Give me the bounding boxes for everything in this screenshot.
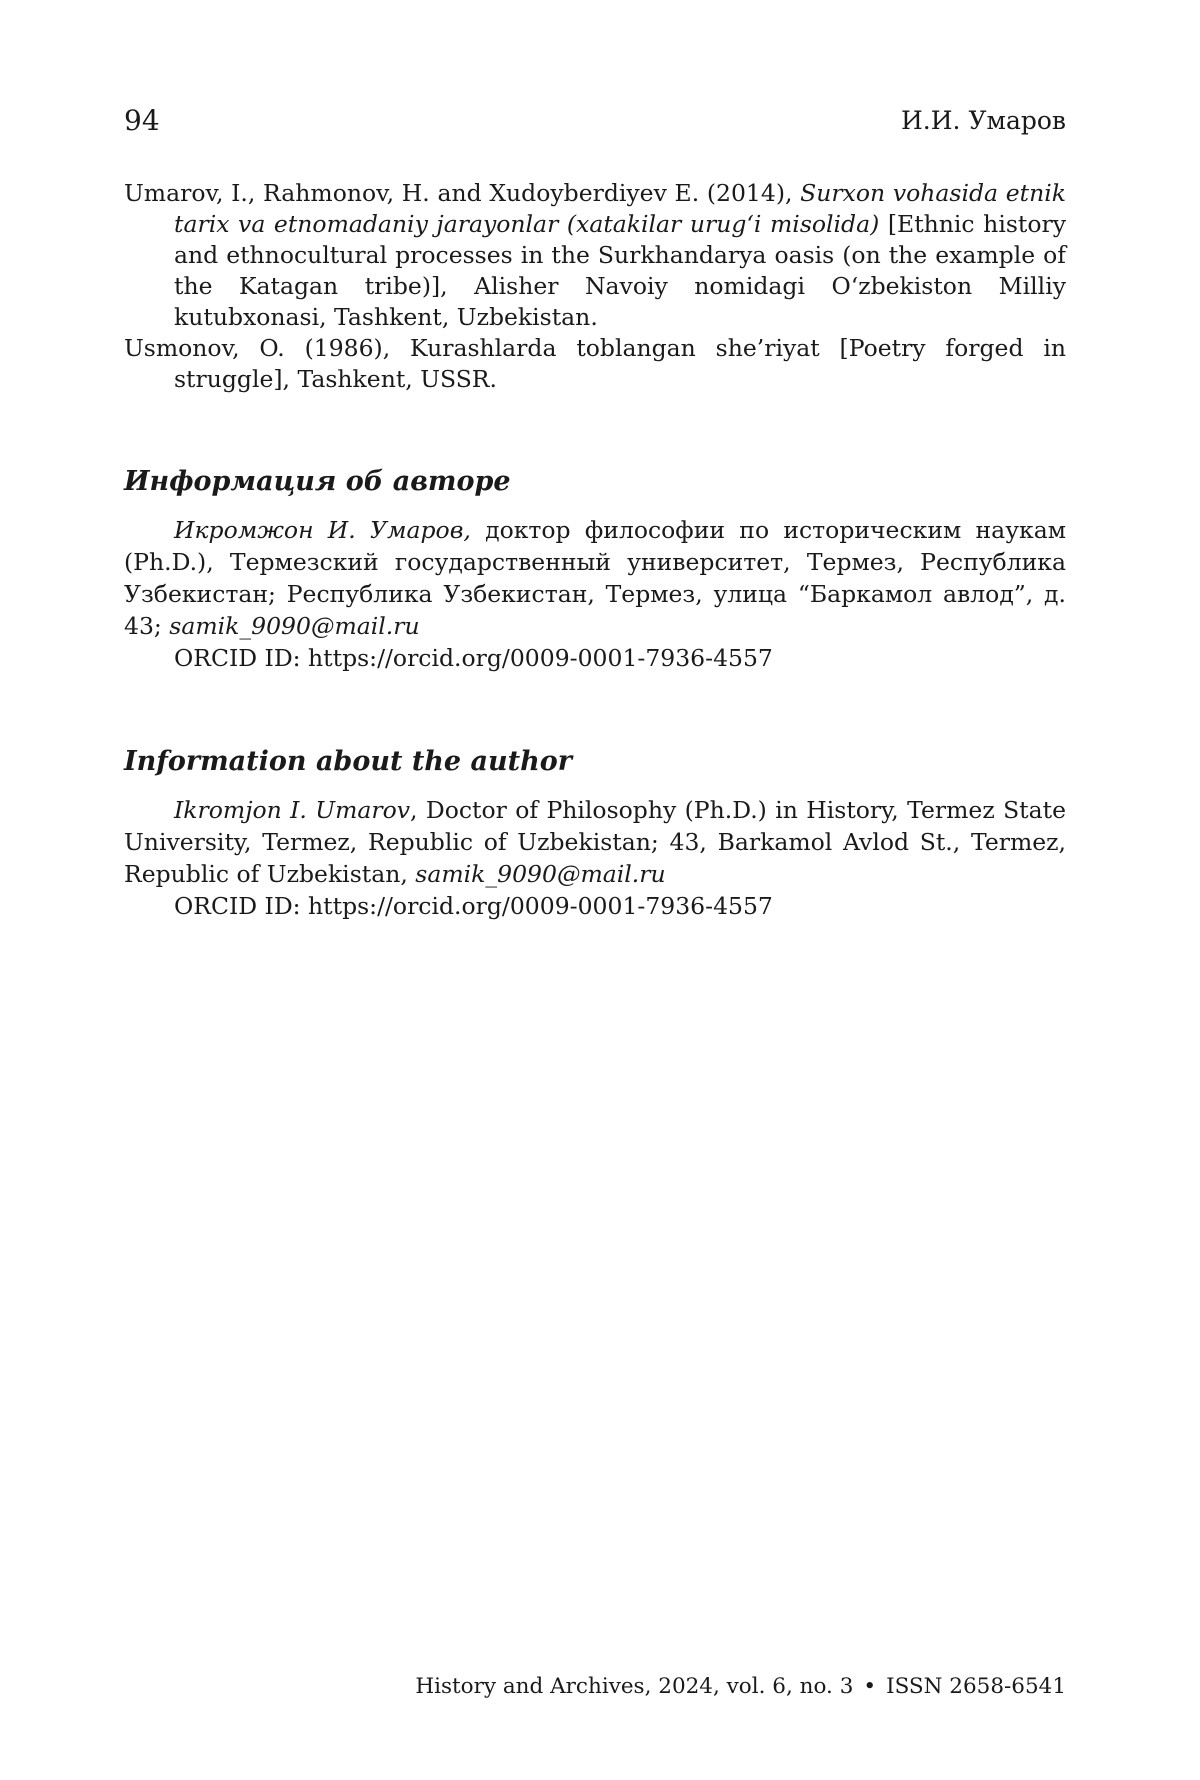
journal-citation: History and Archives, 2024, vol. 6, no. 3 — [415, 1674, 854, 1699]
author-orcid[interactable]: ORCID ID: https://orcid.org/0009-0001-7936-4557 — [174, 892, 773, 920]
page-footer — [415, 1674, 1066, 1699]
author-name: Ikromjon I. Umarov — [174, 796, 411, 824]
author-bio — [124, 794, 1066, 890]
author-email[interactable]: samik_9090@mail.ru — [415, 860, 666, 888]
author-details: , Doctor of Philosophy (Ph.D.) in History, Termez State University, Termez, Republic of Uzbekistan; 43, Barkamol Avlod St., Termez, Republic of Uzbekistan, — [124, 796, 1066, 888]
author-details: доктор философии по историческим наукам (Ph.D.), Термезский государственный университет, Термез, Республика Узбекистан; Республика Узбекистан, Термез, улица “Баркамол авлод”, д. 43; — [124, 516, 1066, 640]
author-info-en — [124, 744, 1066, 922]
page-number: 94 — [124, 104, 160, 137]
reference-text: Usmonov, O. (1986), Kurashlarda toblangan she’riyat [Poetry forged in struggle], Tashkent, USSR. — [124, 334, 1066, 393]
reference-list — [124, 178, 1066, 395]
page-header — [124, 104, 1066, 144]
footer-separator: • — [863, 1674, 877, 1699]
section-title: Information about the author — [124, 746, 572, 777]
reference-entry — [124, 178, 1066, 333]
reference-title: Surxon vohasida etnik tarix va etnomadaniy jarayonlar (xatakilar urug‘i misolida) — [174, 179, 1066, 238]
author-name: Икромжон И. Умаров, — [174, 516, 471, 544]
running-head: И.И. Умаров — [901, 106, 1066, 135]
journal-issn: ISSN 2658-6541 — [886, 1674, 1066, 1699]
reference-text: Umarov, I., Rahmonov, H. and Xudoyberdiyev E. (2014), — [124, 179, 801, 207]
reference-text: [Ethnic history and ethnocultural processes in the Surkhandarya oasis (on the example of the Katagan tribe)], Alisher Navoiy nomidagi O‘zbekiston Milliy kutubxonasi, Tashkent, Uzbekistan. — [174, 210, 1066, 331]
author-orcid[interactable]: ORCID ID: https://orcid.org/0009-0001-7936-4557 — [174, 644, 773, 672]
author-bio — [124, 514, 1066, 642]
author-info-ru — [124, 464, 1066, 674]
section-title: Информация об авторе — [124, 466, 511, 497]
author-email[interactable]: samik_9090@mail.ru — [169, 612, 420, 640]
reference-entry — [124, 333, 1066, 395]
